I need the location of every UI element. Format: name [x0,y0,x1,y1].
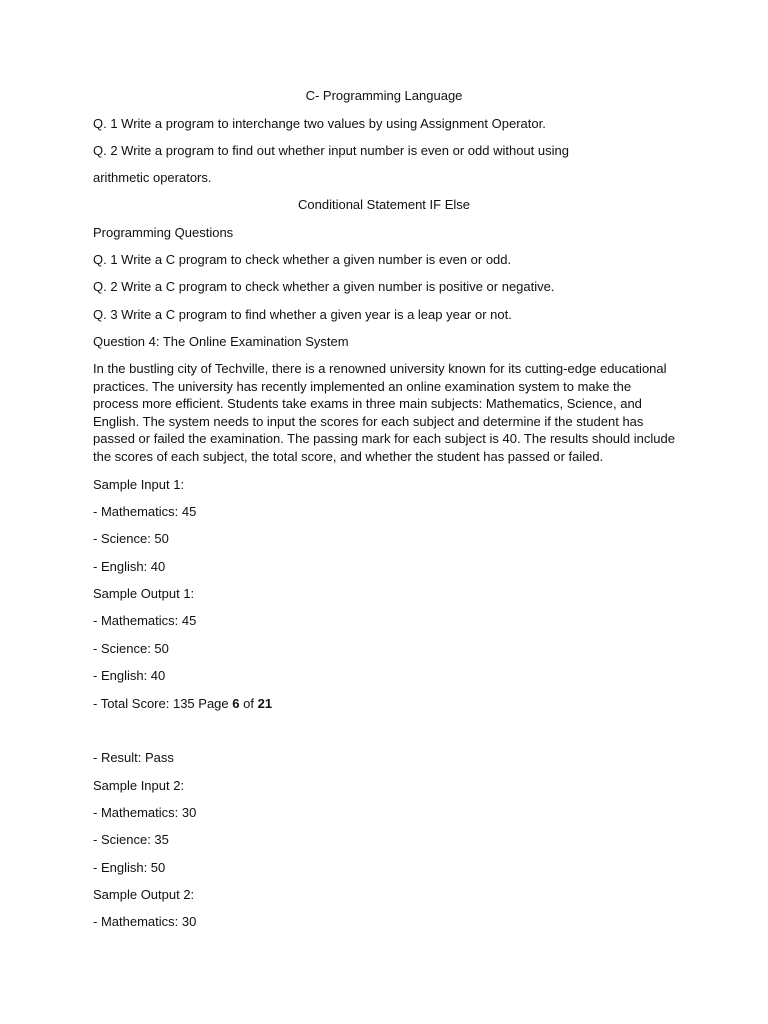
sample-input-2-mathematics: - Mathematics: 30 [93,805,197,820]
sample-output-2-label: Sample Output 2: [93,887,195,902]
programming-questions-heading: Programming Questions [93,225,234,240]
sample-output-1-mathematics: - Mathematics: 45 [93,613,197,628]
sample-input-2-english: - English: 50 [93,860,166,875]
sample-input-1-label: Sample Input 1: [93,477,185,492]
sample-output-1-label: Sample Output 1: [93,586,195,601]
page-label: Page [198,696,229,711]
result-line: - Result: Pass [93,750,174,765]
page-total: 21 [257,696,273,711]
sample-input-2-label: Sample Input 2: [93,778,185,793]
sample-input-2-science: - Science: 35 [93,832,169,847]
conditional-question-1: Q. 1 Write a C program to check whether a given number is even or odd. [93,252,512,267]
conditional-question-3: Q. 3 Write a C program to find whether a given year is a leap year or not. [93,307,512,322]
question-2-line-2: arithmetic operators. [93,170,212,185]
sample-output-2-mathematics: - Mathematics: 30 [93,914,197,929]
question-4-title: Question 4: The Online Examination System [93,334,349,349]
total-score: - Total Score: 135 [93,696,195,711]
sample-input-1-mathematics: - Mathematics: 45 [93,504,197,519]
question-1: Q. 1 Write a program to interchange two values by using Assignment Operator. [93,116,546,131]
question-4-paragraph-text: In the bustling city of Techville, there is a renowned university known for its cutting-edge educational practices. The university has recently implemented an online examination system to make the process more efficient. Students take exams in three main subjects: Mathematics, Science, and English. The system needs to input the scores for each subject and determine if the student has passed or failed the examination. The passing mark for each subject is 40. The results should include the scores of each subject, the total score, and whether the student has passed or failed. [93,361,675,464]
section-title: Conditional Statement IF Else [298,197,470,212]
total-score-line [93,695,272,713]
conditional-question-2: Q. 2 Write a C program to check whether a given number is positive or negative. [93,279,555,294]
page-number: 6 [232,696,240,711]
sample-output-1-science: - Science: 50 [93,641,169,656]
sample-input-1-science: - Science: 50 [93,531,169,546]
question-4-paragraph [93,360,679,466]
page-of: of [243,696,254,711]
document-title: C- Programming Language [305,88,463,103]
question-2-line-1: Q. 2 Write a program to find out whether input number is even or odd without using [93,143,569,158]
sample-output-1-english: - English: 40 [93,668,166,683]
sample-input-1-english: - English: 40 [93,559,166,574]
